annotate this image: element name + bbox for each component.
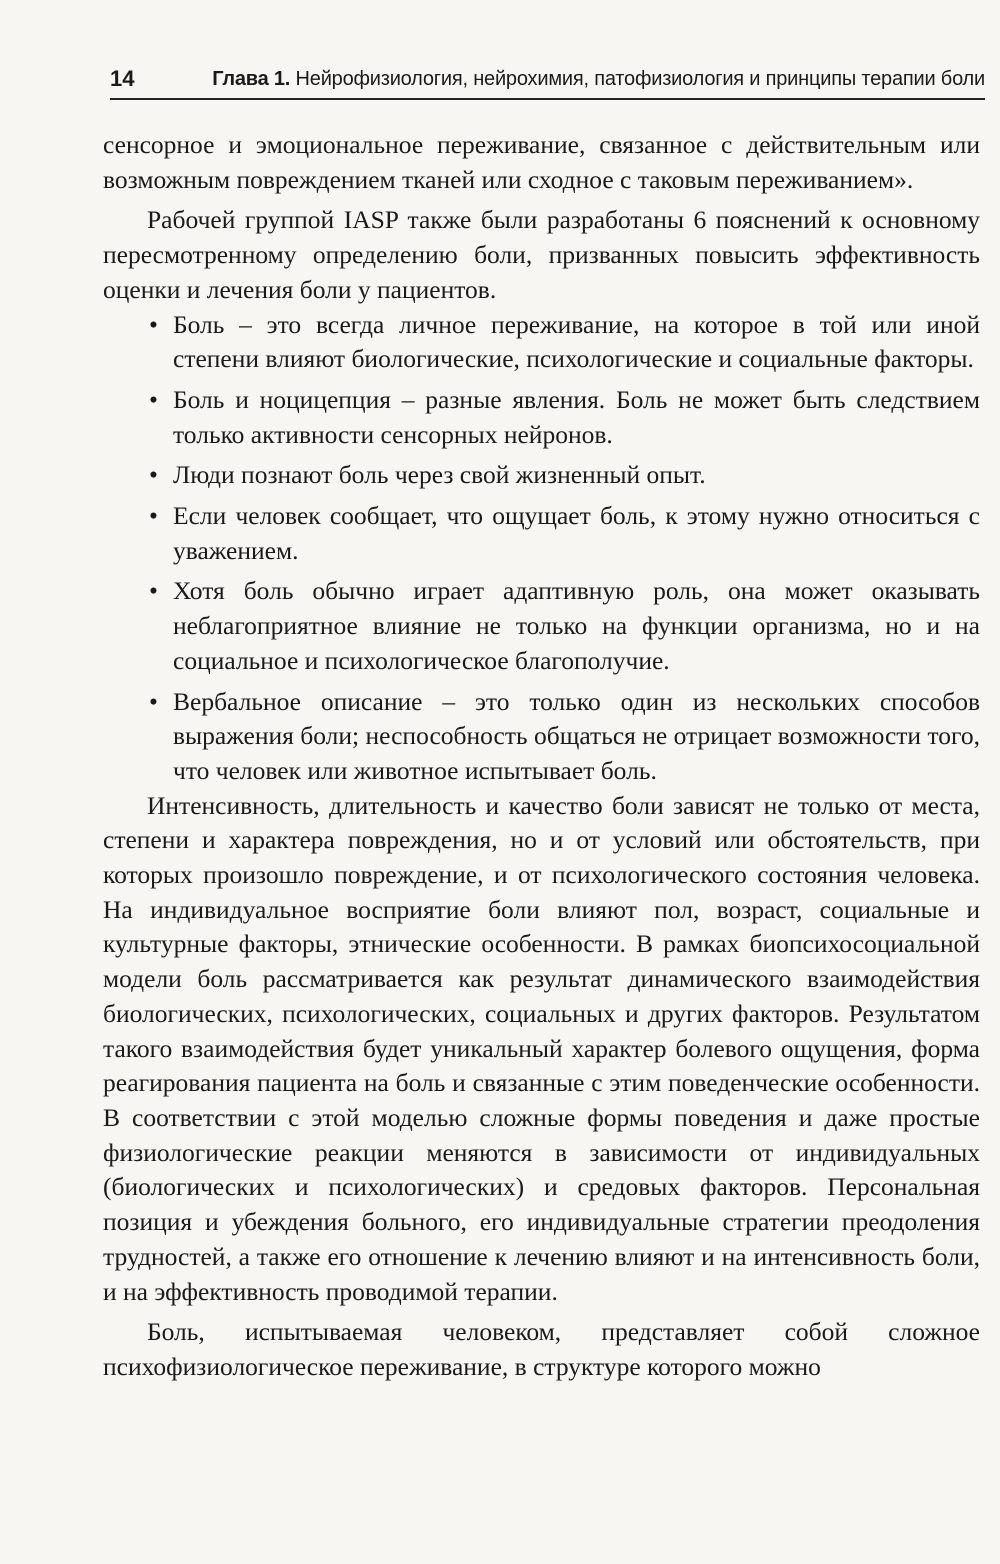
list-item-text: Вербальное описание – это только один из нескольких способов выражения боли; неспособность общаться не отрицает возможности того, что человек или животное испытывает боль. xyxy=(173,686,980,785)
running-head xyxy=(110,62,985,100)
bullet-icon: • xyxy=(149,309,158,339)
list-item xyxy=(149,685,980,789)
list-item xyxy=(149,383,980,452)
list-item xyxy=(149,308,980,377)
paragraph-continuation: сенсорное и эмоциональное переживание, связанное с действительным или возможным повреждением тканей или сходное с таковым переживанием». xyxy=(103,130,980,194)
list-item xyxy=(149,458,980,493)
paragraph-iasp: Рабочей группой IASP также были разработаны 6 пояснений к основному пересмотренному определению боли, призванных повысить эффективность оценки и лечения боли у пациентов. xyxy=(103,205,980,304)
paragraph-intensity: Интенсивность, длительность и качество боли зависят не только от места, степени и характера повреждения, но и от условий или обстоятельств, при которых произошло повреждение, и от психологического состояния человека. На индивидуальное восприятие боли влияют пол, возраст, социальные и культурные факторы, этнические особенности. В рамках биопсихосоциальной модели боль рассматривается как результат динамического взаимодействия биологических, психологических, социальных и других факторов. Результатом такого взаимодействия будет уникальный характер болевого ощущения, форма реагирования пациента на боль и связанные с этим поведенческие особенности. В соответствии с этой моделью сложные формы поведения и даже простые физиологические реакции меняются в зависимости от индивидуальных (биологических и психологических) и средовых факторов. Персональная позиция и убеждения больного, его индивидуальные стратегии преодоления трудностей, а также его отношение к лечению влияют и на интенсивность боли, и на эффективность проводимой терапии. xyxy=(103,790,980,1306)
list-item-text: Люди познают боль через свой жизненный опыт. xyxy=(173,460,706,490)
bullet-list xyxy=(103,308,980,789)
body-text xyxy=(103,128,980,1385)
chapter-title xyxy=(212,68,985,91)
list-item-text: Если человек сообщает, что ощущает боль, к этому нужно относиться с уважением. xyxy=(173,501,980,565)
bullet-icon: • xyxy=(149,576,158,606)
bullet-icon: • xyxy=(149,460,158,490)
list-item xyxy=(149,499,980,568)
list-item-text: Хотя боль обычно играет адаптивную роль, она может оказывать неблагоприятное влияние не только на функции организма, но и на социальное и психологическое благополучие. xyxy=(173,576,980,675)
list-item-text: Боль – это всегда личное переживание, на которое в той или иной степени влияют биологические, психологические и социальные факторы. xyxy=(173,309,980,374)
paragraph-psychophysiological: Боль, испытываемая человеком, представляет собой сложное психофизиологическое переживание, в структуре которого можно xyxy=(103,1317,980,1381)
bullet-icon: • xyxy=(149,384,158,414)
list-item-text: Боль и ноцицепция – разные явления. Боль не может быть следствием только активности сенсорных нейронов. xyxy=(173,384,980,449)
page-number: 14 xyxy=(110,66,135,91)
chapter-label: Глава 1. xyxy=(212,68,291,90)
list-item xyxy=(149,574,980,678)
chapter-title-text: Нейрофизиология, нейрохимия, патофизиология и принципы терапии боли xyxy=(295,68,985,90)
bullet-icon: • xyxy=(149,686,158,716)
bullet-icon: • xyxy=(149,501,158,531)
